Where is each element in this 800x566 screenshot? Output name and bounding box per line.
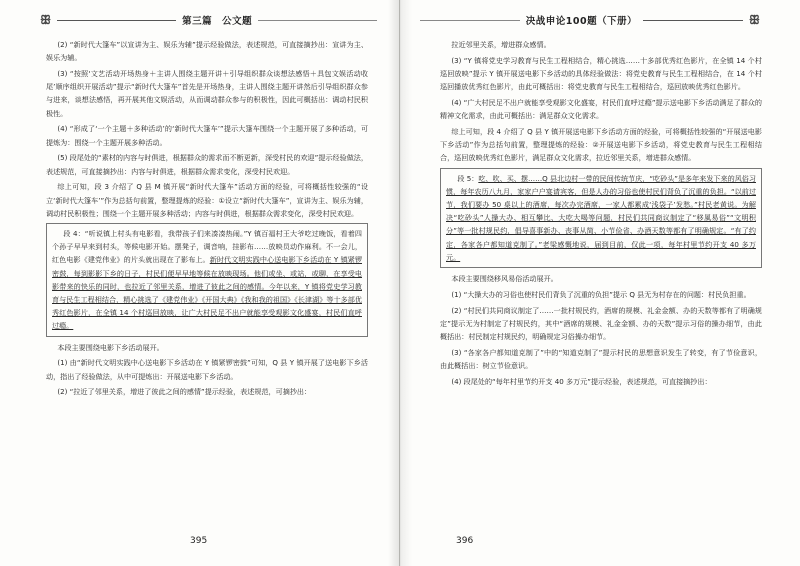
excerpt-lead: 段 5：: [457, 173, 479, 183]
paragraph: (2) “拉近了邻里关系，增进了彼此之间的感情”提示经验，表述规范，可摘抄出：: [57, 387, 312, 397]
page-number: 395: [190, 536, 208, 546]
paragraph: 综上可知，段 4 介绍了 Q 县 Y 镇开展送电影下乡活动方面的经验，可将概括性较强的“开展送电影下乡活动”作为总括句前置，整理提炼的经验：②开展送电影下乡活动，将党史教育与民生工程相结合，巡回放映优秀红色影片，满足群众文化需求，拉近邻里关系，增进群众感情。: [440, 127, 762, 163]
header-rule: [643, 20, 743, 21]
header-rule: [420, 20, 520, 21]
excerpt-underlined: 新时代文明实践中心送电影下乡活动在 Y 镇紧锣密鼓，每到影影下乡的日子，村民们便早早地等候在放映现场。他们或坐、或站，或聊，在享受电影带来的快乐的同时，也拉近了邻里关系，增进了彼此之间的感情。今年以来，Y 镇将党史学习教育与民生工程相结合，精心挑选了《建党伟业》《开国大典》《我和我的祖国》《长津湖》等十多部优秀红色影片，在全镇 14 个村巡回放映，让广大村民足不出户就能享受观影文化盛宴，村民们直呼过瘾。: [52, 255, 363, 331]
excerpt-tail: 但是人办的习俗也使村民们背负了沉重的负担。“以前过节，我们要办 50 桌以上的酒席，每次办完酒席，一家人都累成‘浅袋子’发愁。”村民老黄说。为解决“吃砂头”人操大办、相互攀比、大吃大喝等问题，村民们共同商议制定了“移風易俗”“文明积分”等一批村规民约，倡导喜事新办、丧事从简、小节俭省、办酒天数等都有了明确规定。“有了约定，各家各户都知道克制了。”老梁感慨地说，届到目前，仅此一项，每年村里节约开支 40 多万元。: [446, 186, 756, 262]
paragraph: (1) “大操大办的习俗也使村民们背负了沉重的负担”提示 Q 县无为村存在的问题：村民负担重。: [451, 289, 751, 299]
paragraph: 拉近邻里关系，增进群众感情。: [451, 40, 551, 49]
source-excerpt-box: [46, 223, 368, 337]
paragraph: (1) 由“新时代文明实践中心送电影下乡活动在 Y 镇紧锣密鼓”可知，Q 县 Y 镇开展了送电影下乡活动，指出了经验做法，从中可提炼出：开展送电影下乡活动。: [46, 358, 368, 381]
section-title: 第三篇 公文题: [182, 16, 253, 27]
left-page-body: [46, 38, 368, 401]
paragraph: 本段主要围绕移风易俗活动展开。: [451, 274, 558, 284]
paragraph: (2) “村民们共同商议制定了……一批村规民约，酒席的规模、礼金金额、办的天数等都有了明确规定”提示无为村制定了村规民约，其中“酒席的规模、礼金金额、办的天数”提示习俗的操办细节，由此概括出：村民制定村规民约，明确规定习俗操办细节。: [440, 305, 762, 342]
header-rule: [258, 20, 377, 21]
excerpt-underlined: 吃、吹、买、摆……Q 县北边村一带的民间传统节庆，“吃砂头”是多年来发下来的风俗习惯，每年农历八九月，家家户户宴请宾客，: [446, 173, 756, 196]
right-page: [400, 0, 800, 566]
paragraph: (4) “形成了‘一个主题＋多种活动’的‘新时代大篷车’”提示大篷车围绕一个主题开展了多种活动，可提炼为：围绕一个主题开展多种活动。: [46, 124, 368, 147]
page-number: 396: [456, 536, 474, 546]
paragraph: (5) 段尾处的“素材的内容与时俱进，根据群众的需求而不断更新，深受村民的欢迎”提示经验做法，表述规范，可直接摘抄出：内容与时俱进，根据群众需求变化，深受村民欢迎。: [46, 153, 368, 176]
right-page-body: [440, 38, 762, 391]
ornament-icon: ꕥ: [40, 12, 52, 27]
excerpt-lead: 段 4：“听说镇上村头有电影看，我带孩子们来凑凑热闹。”Y 镇百福村王大爷吃过晚饭，看着四个孙子早早来到村头，等候电影开始。摆凳子，调音响，挂影布……放映员动作麻利。不一会儿，红色电影《建党伟业》的片头就出现在了影布上。: [52, 229, 362, 265]
paragraph: (3) “按照‘文艺活动开场热身＋主讲人围绕主题开讲＋引导组织群众谈想法感悟＋具包文娱活动收尾’顺序组织开展活动”提示“新时代大篷车”首先是开场热身，主讲人围绕主题开讲然后引导组织群众参与进来，谈想法感悟，再开展其他文娱活动，从而调动群众参与的积极性，因此可概括出：调动村民积极性。: [46, 69, 368, 118]
ornament-icon: ꕥ: [748, 12, 761, 27]
right-page-header: [414, 12, 760, 28]
left-page-header: [40, 12, 383, 28]
paragraph: 本段主要围绕电影下乡活动展开。: [57, 342, 164, 352]
header-rule: [57, 20, 176, 21]
paragraph: (4) “广大村民足不出户就能享受观影文化盛宴，村民们直呼过瘾”提示送电影下乡活动满足了群众的精神文化需求，由此可概括出：满足群众文化需求。: [440, 98, 762, 121]
paragraph: (3) “各家各户都知道克制了”中的“知道克制了”提示村民的思想意识发生了转变，有了节俭意识，由此概括出：树立节俭意识。: [440, 347, 762, 371]
paragraph: (2) “新时代大篷车”以宣讲为主、娱乐为辅”提示经验做法，表述规范，可直接摘抄出：宣讲为主、娱乐为辅。: [46, 40, 368, 63]
paragraph: (3) “Y 镇将党史学习教育与民生工程相结合，精心挑选……十多部优秀红色影片，在全镇 14 个村巡回放映”提示 Y 镇开展送电影下乡活动的具体经验做法：将党史教育与民生工程相结合，在 14 个村巡回播放优秀红色影片，由此可概括出：将党史教育与民生工程相结合，巡回放映优秀红色影片。: [440, 55, 762, 92]
book-title: 决战申论100题（下册）: [525, 16, 638, 27]
source-excerpt-box: [440, 168, 762, 268]
paragraph: 综上可知，段 3 介绍了 Q 县 M 镇开展“新时代大篷车”活动方面的经验，可将概括性较强的“设立‘新时代大篷车’”作为总括句前置，整理提炼的经验：①设立“新时代大篷车”，宣讲为主、娱乐为辅，调动村民积极性；围绕一个主题开展多种活动；内容与时俱进，根据群众需求变化，深受村民欢迎。: [46, 182, 368, 218]
paragraph: (4) 段尾处的“每年村里节约开支 40 多万元”提示经验，表述规范，可直接摘抄出：: [451, 376, 712, 386]
